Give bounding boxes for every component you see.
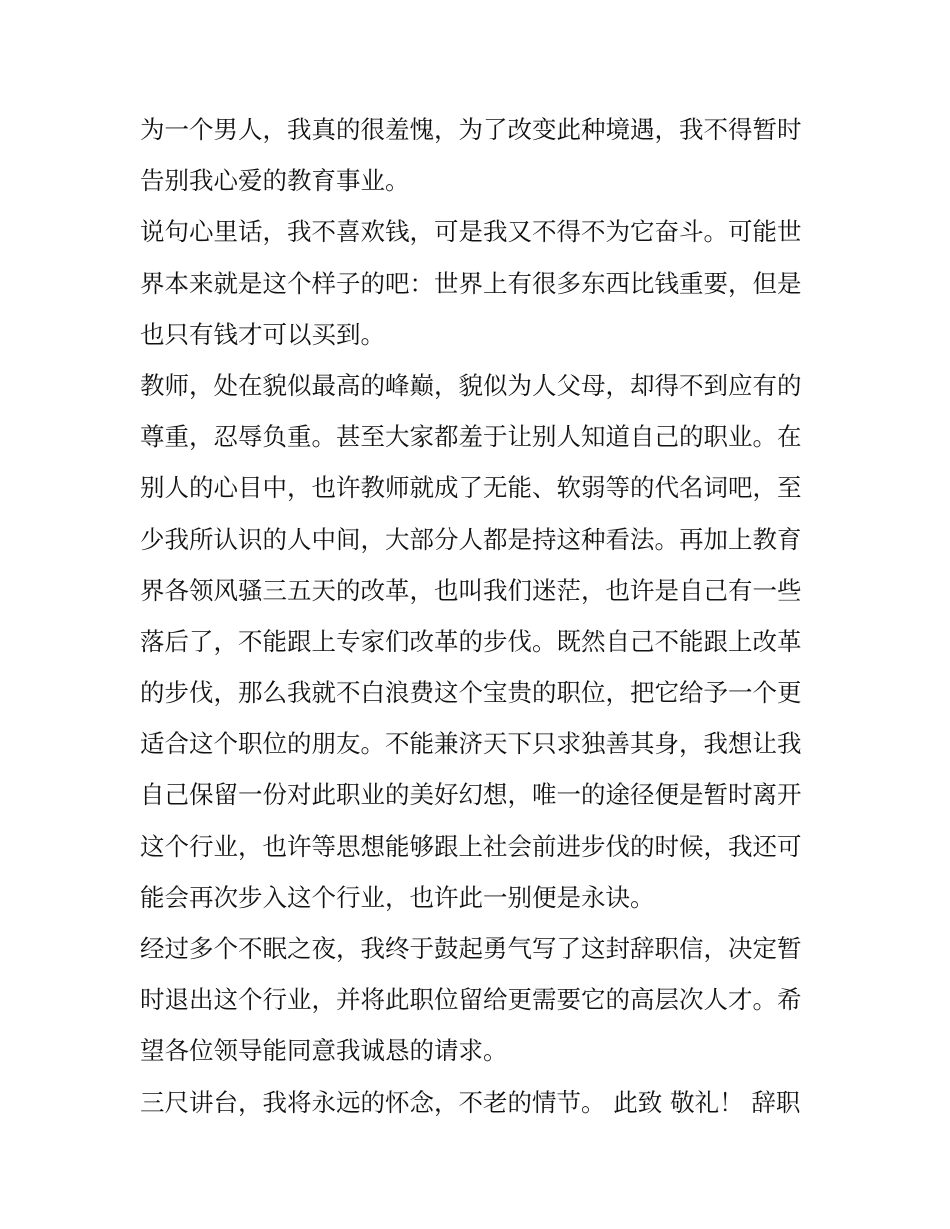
text-line: 尊重，忍辱负重。甚至大家都羞于让别人知道自己的职业。在 (140, 422, 802, 452)
text-line: 能会再次步入这个行业，也许此一别便是永诀。 (140, 882, 655, 912)
text-line: 界各领风骚三五天的改革，也叫我们迷茫，也许是自己有一些 (140, 575, 802, 605)
text-line: 经过多个不眠之夜，我终于鼓起勇气写了这封辞职信，决定暂 (140, 934, 802, 963)
text-line: 为一个男人，我真的很羞愧，为了改变此种境遇，我不得暂时 (140, 115, 802, 144)
text-line: 别人的心目中，也许教师就成了无能、软弱等的代名词吧，至 (140, 473, 802, 503)
text-line: 时退出这个行业，并将此职位留给更需要它的高层次人才。希 (140, 985, 802, 1015)
text-line: 这个行业，也许等思想能够跟上社会前进步伐的时候，我还可 (140, 831, 802, 861)
text-line: 也只有钱才可以买到。 (140, 319, 385, 349)
text-line: 教师，处在貌似最高的峰巅，貌似为人父母，却得不到应有的 (140, 370, 802, 400)
text-line: 三尺讲台，我将永远的怀念，不老的情节。 此致 敬礼！ 辞职 (140, 1087, 801, 1117)
text-line: 界本来就是这个样子的吧：世界上有很多东西比钱重要，但是 (140, 268, 802, 298)
text-line: 望各位领导能同意我诚恳的请求。 (140, 1036, 508, 1066)
resignation-letter-body (140, 104, 820, 1128)
text-line: 告别我心爱的教育事业。 (140, 166, 410, 196)
text-line: 适合这个职位的朋友。不能兼济天下只求独善其身，我想让我 (140, 729, 802, 759)
text-line: 少我所认识的人中间，大部分人都是持这种看法。再加上教育 (140, 524, 802, 554)
text-line: 落后了，不能跟上专家们改革的步伐。既然自己不能跟上改革 (140, 626, 802, 656)
text-line: 自己保留一份对此职业的美好幻想，唯一的途径便是暂时离开 (140, 780, 802, 810)
text-line: 说句心里话，我不喜欢钱，可是我又不得不为它奋斗。可能世 (140, 217, 802, 247)
text-line: 的步伐，那么我就不白浪费这个宝贵的职位，把它给予一个更 (140, 678, 802, 708)
